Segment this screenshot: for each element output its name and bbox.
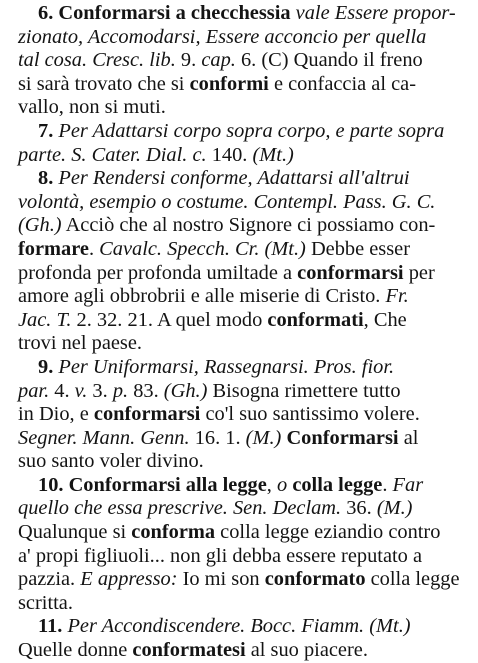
- quotation-text: 140.: [206, 143, 253, 166]
- dictionary-page: [18, 2, 470, 663]
- definition-text: (Gh.): [163, 379, 208, 402]
- quotation-text: 2. 32. 21. A quel modo: [71, 308, 268, 331]
- headword-text: conforma: [131, 521, 216, 544]
- quotation-text: e confaccia al ca-: [268, 72, 417, 95]
- entry-text-line: [18, 262, 470, 286]
- definition-text: Per Adattarsi corpo sopra corpo, e parte sopra: [58, 119, 445, 142]
- entry-text-line: [18, 332, 470, 356]
- definition-text: Per Accondiscendere. Bocc. Fiamm. (Mt.): [67, 615, 411, 638]
- definition-text: zionato, Accomodarsi, Essere acconcio per quella: [18, 25, 427, 48]
- definition-text: (Mt.): [252, 143, 294, 166]
- entry-text-line: [18, 545, 470, 569]
- entry-text-line: [18, 238, 470, 262]
- headword-text: conformato: [264, 568, 366, 591]
- entry-text-line: [18, 191, 470, 215]
- headword-text: 11.: [38, 615, 68, 638]
- quotation-text: profonda per profonda umiltade a: [18, 261, 298, 284]
- quotation-text: Io mi son: [177, 568, 265, 591]
- quotation-text: scritta.: [18, 591, 73, 614]
- entry-text-line: [18, 309, 470, 333]
- entry-text-line: [18, 356, 470, 380]
- quotation-text: 6. (C) Quando il freno: [235, 49, 423, 72]
- headword-text: 6. Conformarsi a checchessia: [38, 2, 291, 24]
- entry-text-line: [18, 497, 470, 521]
- definition-text: Per Rendersi conforme, Adattarsi all'altrui: [58, 167, 410, 190]
- quotation-text: trovi nel paese.: [18, 332, 142, 355]
- entry-text-line: [18, 639, 470, 663]
- definition-text: (Gh.): [18, 214, 62, 237]
- headword-text: 10. Conformarsi alla legge: [38, 473, 267, 496]
- quotation-text: ,: [266, 473, 277, 496]
- headword-text: conformati: [267, 308, 364, 331]
- definition-text: o: [277, 473, 288, 496]
- dictionary-entry: [18, 615, 470, 662]
- dictionary-entry: [18, 356, 470, 474]
- quotation-text: colla legge: [365, 568, 460, 591]
- entry-text-line: [18, 96, 470, 120]
- definition-text: volontà, esempio o costume. Contempl. Pass. G. C.: [18, 190, 436, 213]
- headword-text: conformi: [189, 72, 269, 95]
- entry-text-line: [18, 2, 470, 26]
- entry-text-line: [18, 403, 470, 427]
- quotation-text: 16. 1.: [189, 426, 246, 449]
- entry-text-line: [18, 427, 470, 451]
- definition-text: quello che essa prescrive. Sen. Declam.: [18, 497, 342, 520]
- quotation-text: co'l suo santissimo volere.: [200, 403, 420, 426]
- quotation-text: Bisogna rimettere tutto: [207, 379, 401, 402]
- entry-text-line: [18, 49, 470, 73]
- quotation-text: .: [382, 473, 393, 496]
- quotation-text: si sarà trovato che si: [18, 72, 190, 95]
- definition-text: (M.): [376, 497, 413, 520]
- quotation-text: vallo, non si muti.: [18, 96, 166, 119]
- definition-text: v.: [74, 379, 88, 402]
- headword-text: conformarsi: [297, 261, 404, 284]
- definition-text: tal cosa. Cresc. lib.: [18, 49, 176, 72]
- definition-text: cap.: [201, 49, 236, 72]
- headword-text: colla legge: [292, 473, 383, 496]
- quotation-text: a' propi figliuoli... non gli debba essere reputato a: [18, 544, 423, 567]
- quotation-text: 9.: [175, 49, 202, 72]
- dictionary-entry: [18, 167, 470, 356]
- quotation-text: 4.: [49, 379, 75, 402]
- headword-text: conformatesi: [132, 639, 246, 662]
- quotation-text: suo santo voler divino.: [18, 450, 204, 473]
- definition-text: Cavalc. Specch. Cr. (Mt.): [99, 237, 306, 260]
- quotation-text: in Dio, e: [18, 403, 94, 426]
- quotation-text: amore agli obbrobrii e alle miserie di Cristo.: [18, 285, 386, 308]
- definition-text: vale Essere propor-: [290, 2, 456, 24]
- quotation-text: , Che: [363, 308, 407, 331]
- definition-text: Jac. T.: [18, 308, 72, 331]
- quotation-text: pazzia.: [18, 568, 81, 591]
- headword-text: conformarsi: [93, 403, 201, 426]
- entry-text-line: [18, 26, 470, 50]
- entry-text-line: [18, 592, 470, 616]
- dictionary-entry: [18, 474, 470, 616]
- entry-text-line: [18, 167, 470, 191]
- definition-text: Fr.: [385, 285, 409, 308]
- entry-text-line: [18, 615, 470, 639]
- definition-text: parte. S. Cater. Dial. c.: [18, 143, 207, 166]
- quotation-text: 36.: [341, 497, 377, 520]
- entry-text-line: [18, 568, 470, 592]
- dictionary-entry: [18, 2, 470, 120]
- headword-text: 7.: [38, 119, 59, 142]
- entry-text-line: [18, 214, 470, 238]
- quotation-text: 83.: [128, 379, 164, 402]
- entry-text-line: [18, 120, 470, 144]
- quotation-text: Debbe esser: [305, 237, 411, 260]
- definition-text: (M.): [245, 426, 282, 449]
- definition-text: par.: [18, 379, 50, 402]
- quotation-text: Quelle donne: [18, 639, 133, 662]
- entry-text-line: [18, 521, 470, 545]
- definition-text: p.: [112, 379, 129, 402]
- definition-text: E appresso:: [80, 568, 178, 591]
- dictionary-entry: [18, 120, 470, 167]
- definition-text: Per Uniformarsi, Rassegnarsi. Pros. fior.: [58, 355, 395, 378]
- quotation-text: per: [403, 261, 435, 284]
- quotation-text: 3.: [87, 379, 113, 402]
- entry-text-line: [18, 450, 470, 474]
- headword-text: 9.: [38, 355, 59, 378]
- entry-text-line: [18, 474, 470, 498]
- quotation-text: Qualunque si: [18, 521, 132, 544]
- headword-text: formare: [18, 237, 89, 260]
- headword-text: Conformarsi: [286, 426, 399, 449]
- entry-text-line: [18, 285, 470, 309]
- headword-text: 8.: [38, 167, 59, 190]
- quotation-text: al suo piacere.: [245, 639, 368, 662]
- quotation-text: .: [88, 237, 100, 260]
- definition-text: Segner. Mann. Genn.: [18, 426, 190, 449]
- quotation-text: Acciò che al nostro Signore ci possiamo con-: [61, 214, 436, 237]
- entry-text-line: [18, 380, 470, 404]
- entry-text-line: [18, 144, 470, 168]
- quotation-text: colla legge eziandio contro: [215, 521, 441, 544]
- quotation-text: al: [398, 426, 419, 449]
- definition-text: Far: [392, 473, 424, 496]
- entry-text-line: [18, 73, 470, 97]
